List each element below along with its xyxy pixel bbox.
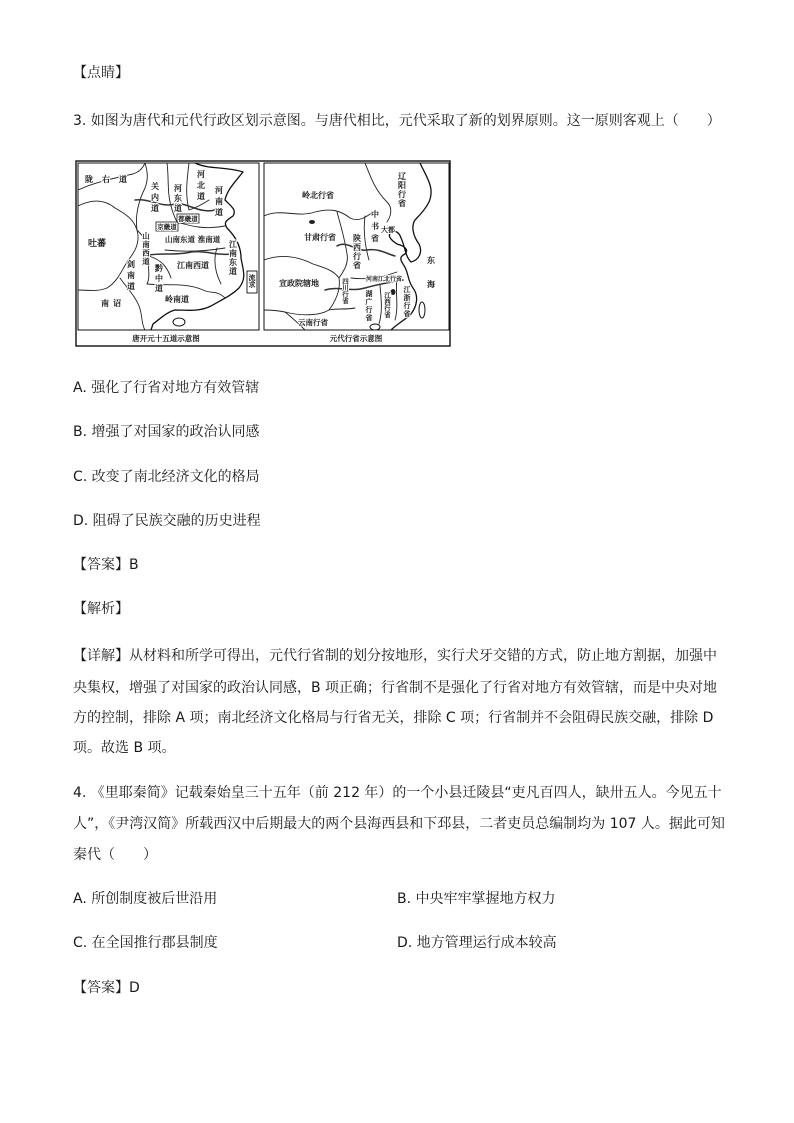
question-4-option-a: A. 所创制度被后世沿用 xyxy=(73,891,218,907)
tang-label-huainan: 淮南道 xyxy=(197,235,221,244)
question-3-answer: 【答案】B xyxy=(73,557,139,573)
yuan-label-jiangzhe: 江浙行省 xyxy=(403,286,411,318)
tang-label-jingji: 京畿道 xyxy=(157,223,177,231)
question-3-detail-line: 方的控制，排除 A 项；南北经济文化格局与行省无关，排除 C 项；行省制并不会阻碍民族交融，排除 D xyxy=(73,710,714,726)
tang-label-shannan-west: 山南西道 xyxy=(141,232,151,266)
tang-label-duji: 都畿道 xyxy=(178,215,198,223)
question-4-answer: 【答案】D xyxy=(73,980,140,996)
tang-label-jiannan: 剑南道 xyxy=(126,260,136,293)
question-4-option-c: C. 在全国推行郡县制度 xyxy=(73,935,218,951)
tang-label-shannan-east: 山南东道 xyxy=(165,235,195,244)
yuan-label-sichuan: 四川行省 xyxy=(341,278,349,304)
yuan-label-shaanxi: 陕西行省 xyxy=(352,234,362,270)
yuan-label-lingbei: 岭北行省 xyxy=(302,191,334,200)
question-4-stem-line: 秦代（ ） xyxy=(73,847,157,863)
map-figure-svg xyxy=(75,160,451,347)
question-4-stem-line: 4. 《里耶秦简》记载秦始皇三十五年（前 212 年）的一个小县迁陵县“吏凡百四人，缺卅五人。今见五十 xyxy=(73,785,722,801)
yuan-label-huguang: 湖广行省 xyxy=(365,290,373,322)
question-3-option-b: B. 增强了对国家的政治认同感 xyxy=(73,424,260,440)
question-4-option-b: B. 中央牢牢掌握地方权力 xyxy=(397,891,556,907)
yuan-label-gansu: 甘肃行省 xyxy=(304,233,336,242)
tang-map-caption: 唐开元十五道示意图 xyxy=(132,334,200,343)
tang-label-qianzhong: 黔中道 xyxy=(154,264,164,294)
yuan-label-yunnan: 云南行省 xyxy=(298,318,328,327)
question-3-analysis-heading: 【解析】 xyxy=(73,601,129,617)
tang-label-guannei: 关内道 xyxy=(150,182,160,215)
tang-label-tubo: 吐蕃 xyxy=(87,239,107,249)
question-3-detail-line: 央集权，增强了对国家的政治认同感，B 项正确；行省制不是强化了行省对地方有效管辖，而是中央对地 xyxy=(73,680,718,696)
tang-label-liuqiu: 流求 xyxy=(248,274,256,288)
yuan-label-jiangxi: 江西行省 xyxy=(383,292,391,318)
yuan-label-liaoyang: 辽阳行省 xyxy=(397,172,407,208)
yuan-label-xuanzhengyuan: 宣政院辖地 xyxy=(279,279,319,288)
yuan-label-zhongshu: 中书省 xyxy=(370,210,380,246)
section-heading-dianjing: 【点睛】 xyxy=(73,65,129,81)
question-4-option-d: D. 地方管理运行成本较高 xyxy=(397,935,557,951)
tang-label-longyou: 陇右道 xyxy=(85,175,136,184)
yuan-label-dadu: 大都 xyxy=(381,226,395,234)
question-3-option-a: A. 强化了行省对地方有效管辖 xyxy=(73,380,260,396)
yuan-map-caption: 元代行省示意图 xyxy=(329,334,383,343)
tang-label-lingnan: 岭南道 xyxy=(165,295,189,304)
yuan-label-henan-jiangbei: 河南江北行省 xyxy=(366,276,403,283)
question-3-option-c: C. 改变了南北经济文化的格局 xyxy=(73,469,260,485)
question-3-stem: 3. 如图为唐代和元代行政区划示意图。与唐代相比，元代采取了新的划界原则。这一原则客观上（ ） xyxy=(73,113,721,129)
yuan-label-donghai: 东海 xyxy=(426,256,436,304)
question-3-map-figure xyxy=(75,160,451,347)
tang-label-hebei: 河北道 xyxy=(196,170,206,203)
tang-label-hedong: 河东道 xyxy=(173,184,183,214)
tang-label-nanzhao: 南诏 xyxy=(101,299,125,308)
tang-label-henan: 河南道 xyxy=(214,186,224,219)
question-4-stem-line: 人”，《尹湾汉简》所载西汉中后期最大的两个县海西县和下邳县，二者吏员总编制均为 107 人。据此可知 xyxy=(73,816,725,832)
question-3-detail-line: 【详解】从材料和所学可得出，元代行省制的划分按地形，实行犬牙交错的方式，防止地方割据，加强中 xyxy=(73,648,717,664)
question-3-option-d: D. 阻碍了民族交融的历史进程 xyxy=(73,513,261,529)
tang-label-jiangnan-west: 江南西道 xyxy=(177,261,209,270)
tang-label-jiangnan-east: 江南东道 xyxy=(228,240,238,276)
question-3-detail-line: 项。故选 B 项。 xyxy=(73,740,176,756)
